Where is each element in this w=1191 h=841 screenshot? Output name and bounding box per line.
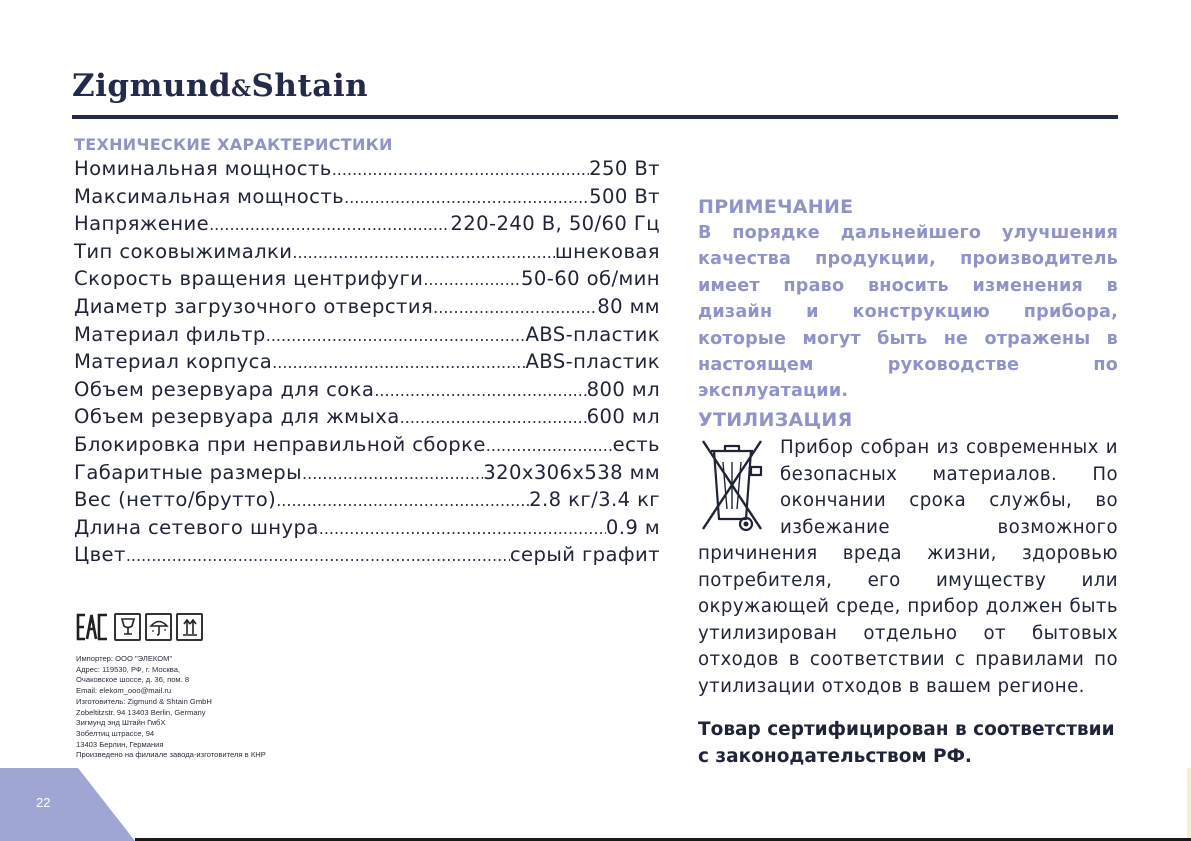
disposal-text — [698, 435, 1118, 700]
spec-row — [74, 378, 660, 406]
spec-label: Тип соковыжималки — [74, 239, 293, 263]
brand-logo — [72, 68, 369, 108]
spec-row — [74, 543, 660, 571]
spec-label: Материал корпуса — [74, 350, 273, 374]
dot-leader — [486, 436, 613, 455]
spec-label: Габаритные размеры — [74, 460, 303, 484]
spec-row — [74, 185, 660, 213]
dot-leader — [433, 298, 597, 317]
importer-line: Зигмунд энд Штайн ГмбХ — [76, 718, 166, 728]
header-rule — [72, 115, 1118, 119]
brand-logo-ampersand: & — [231, 76, 252, 102]
spec-row — [74, 405, 660, 433]
spec-value: 600 мл — [586, 405, 660, 429]
icon-spacer — [698, 435, 780, 539]
certification-line-2: с законодательством РФ. — [698, 746, 972, 767]
importer-line: 13403 Берлин, Германия — [76, 739, 164, 749]
spec-row — [74, 212, 660, 240]
specs-title: ТЕХНИЧЕСКИЕ ХАРАКТЕРИСТИКИ — [74, 135, 393, 154]
importer-line: Zobeltitzstr. 94 13403 Berlin, Germany — [76, 707, 206, 717]
spec-value: 250 Вт — [589, 157, 660, 180]
fragile-glass-icon — [114, 613, 141, 641]
dot-leader — [292, 243, 554, 262]
disposal-title: УТИЛИЗАЦИЯ — [698, 409, 853, 431]
dot-leader — [423, 270, 521, 289]
spec-label: Диаметр загрузочного отверстия — [74, 294, 434, 318]
page-edge-strip — [1187, 768, 1191, 838]
keep-dry-umbrella-icon — [145, 613, 172, 641]
spec-row — [74, 488, 660, 516]
certification-statement — [698, 716, 1118, 770]
importer-line: Email: elekom_ooo@mail.ru — [76, 686, 172, 696]
spec-value: шнековая — [554, 239, 660, 263]
spec-row — [74, 295, 660, 323]
spec-value: 0.9 м — [605, 515, 660, 539]
note-title: ПРИМЕЧАНИЕ — [698, 196, 854, 218]
spec-row — [74, 267, 660, 295]
importer-info — [76, 654, 336, 761]
dot-leader — [332, 160, 589, 179]
spec-row — [74, 516, 660, 544]
spec-label: Номинальная мощность — [74, 157, 332, 180]
disposal-text-content: Прибор собран из современных и безопасных материалов. По окончании срока службы, во избежание возможного причинения вреда жизни, здоровью потребителя, его имуществу или окружающей среде, прибор должен быть утилизирован отдельно от бытовых отходов в соответствии с правилами по утилизации отходов в вашем регионе. — [698, 437, 1118, 697]
spec-label: Длина сетевого шнура — [74, 515, 319, 539]
spec-row — [74, 350, 660, 378]
spec-label: Максимальная мощность — [74, 184, 345, 208]
dot-leader — [400, 408, 587, 427]
spec-label: Скорость вращения центрифуги — [74, 267, 424, 291]
spec-value: серый графит — [509, 543, 660, 567]
this-way-up-icon — [176, 613, 203, 641]
importer-line: Очаковское шоссе, д. 36, пом. 8 — [76, 675, 190, 685]
page-corner-tab — [0, 768, 135, 841]
importer-line: Произведено на филиале завода-изготовителя в КНР — [76, 750, 266, 760]
spec-value: 220-240 В, 50/60 Гц — [450, 212, 660, 236]
spec-label: Вес (нетто/брутто) — [74, 488, 277, 512]
spec-value: ABS-пластик — [525, 322, 660, 346]
spec-row — [74, 433, 660, 461]
importer-line: Зобелтиц штрассе, 94 — [76, 728, 155, 738]
certification-marks — [76, 612, 203, 642]
spec-label: Напряжение — [74, 212, 210, 236]
spec-value: 500 Вт — [589, 184, 660, 208]
spec-value: есть — [612, 432, 660, 456]
dot-leader — [302, 464, 483, 483]
brand-logo-part2: Shtain — [251, 68, 369, 104]
spec-value: 80 мм — [597, 294, 660, 318]
specs-list — [74, 157, 660, 571]
spec-value: 2.8 кг/3.4 кг — [529, 488, 660, 512]
importer-line: Адрес: 119530, РФ, г. Москва, — [76, 664, 181, 674]
importer-line: Изготовитель: Zigmund & Shtain GmbH — [76, 696, 212, 706]
spec-value: 50-60 об/мин — [521, 267, 660, 291]
dot-leader — [276, 491, 529, 510]
spec-row — [74, 240, 660, 268]
dot-leader — [344, 188, 589, 207]
spec-value: 800 мл — [586, 377, 660, 401]
spec-row — [74, 157, 660, 185]
spec-label: Объем резервуара для жмыха — [74, 405, 400, 429]
spec-row — [74, 461, 660, 489]
spec-label: Материал фильтр — [74, 322, 266, 346]
dot-leader — [319, 519, 606, 538]
dot-leader — [209, 215, 450, 234]
spec-label: Цвет — [74, 543, 126, 567]
spec-label: Блокировка при неправильной сборке — [74, 432, 486, 456]
importer-line: Импортер: ООО "ЭЛЕКОМ" — [76, 654, 173, 663]
dot-leader — [374, 381, 586, 400]
spec-value: ABS-пластик — [525, 350, 660, 374]
dot-leader — [266, 326, 526, 345]
eac-mark-icon — [76, 612, 110, 642]
certification-line-1: Товар сертифицирован в соответствии — [698, 719, 1115, 740]
dot-leader — [272, 353, 525, 372]
spec-row — [74, 323, 660, 351]
note-text: В порядке дальнейшего улучшения качества продукции, производитель имеет право вносить изменения в дизайн и конструкцию прибора, которые могут быть не отражены в настоящем руководстве по эксплуатации. — [698, 223, 1118, 402]
dot-leader — [126, 546, 510, 565]
spec-value: 320x306x538 мм — [483, 460, 660, 484]
page-number: 22 — [36, 795, 51, 810]
brand-logo-part1: Zigmund — [72, 68, 232, 104]
spec-label: Объем резервуара для сока — [74, 377, 375, 401]
